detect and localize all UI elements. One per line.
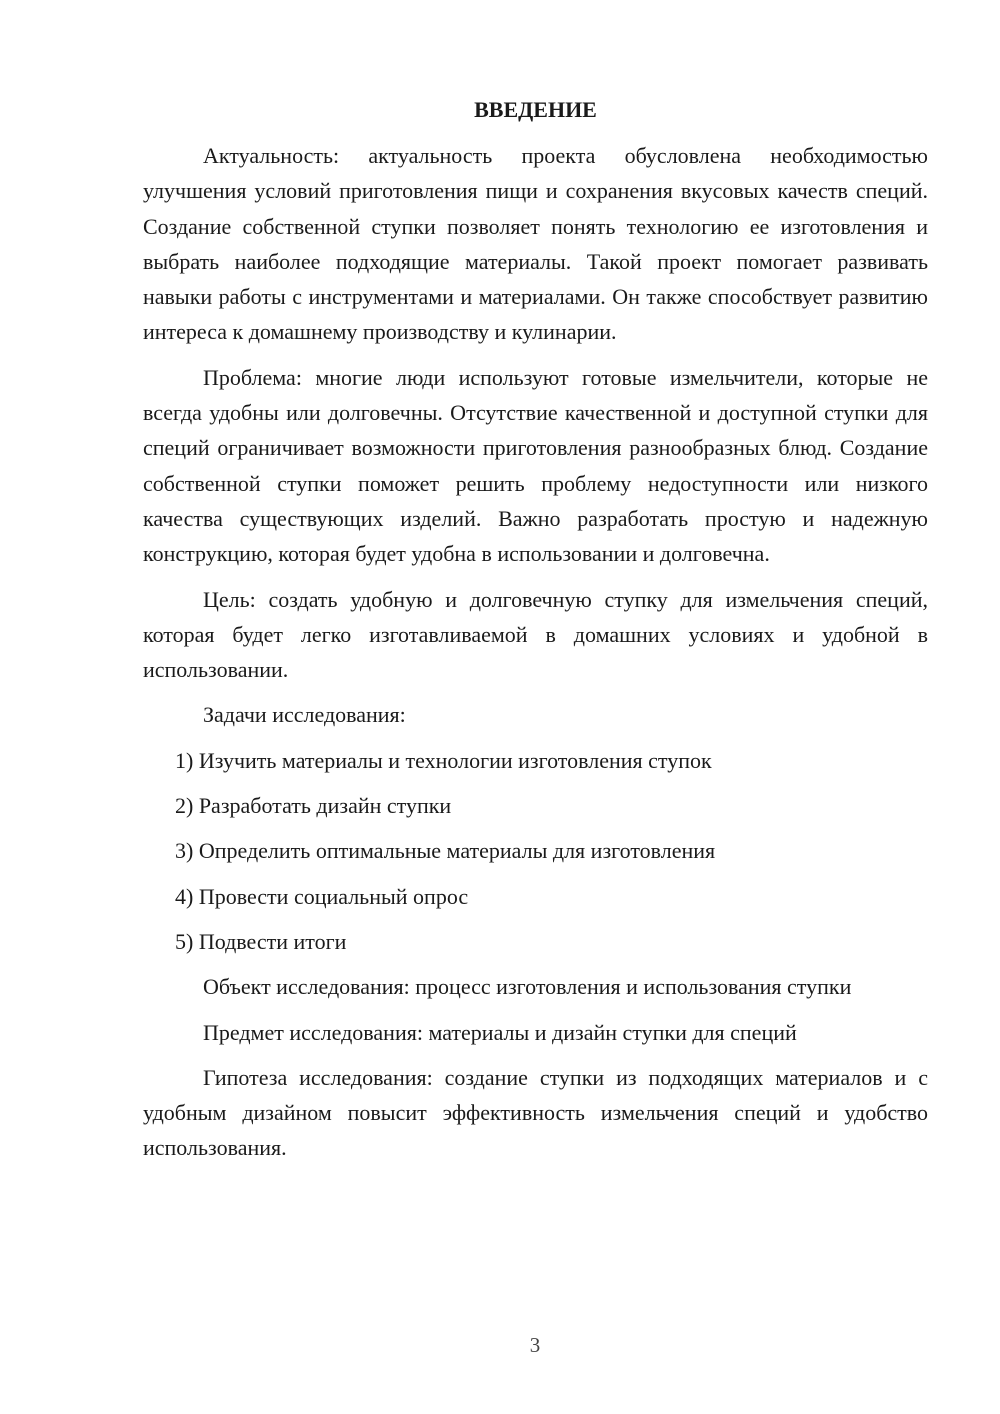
relevance-paragraph: Актуальность: актуальность проекта обусловлена необходимостью улучшения условий приготовления пищи и сохранения вкусовых качеств специй. Создание собственной ступки позволяет понять технологию ее изготовления и выбрать наиболее подходящие материалы. Такой проект помогает развивать навыки работы с инструментами и материалами. Он также способствует развитию интереса к домашнему производству и кулинарии. [143,143,928,345]
tasks-list [143,743,928,959]
object-paragraph: Объект исследования: процесс изготовления и использования ступки [203,974,852,1000]
goal-paragraph: Цель: создать удобную и долговечную ступку для измельчения специй, которая будет легко изготавливаемой в домашних условиях и удобной в использовании. [143,586,928,683]
subject-paragraph: Предмет исследования: материалы и дизайн ступки для специй [203,1019,797,1045]
list-item: 1) Изучить материалы и технологии изготовления ступок [175,747,712,773]
page-number: 3 [529,1333,541,1357]
list-item: 5) Подвести итоги [175,928,347,954]
list-item: 4) Провести социальный опрос [175,883,469,909]
page-content [143,92,928,1166]
list-item: 2) Разработать дизайн ступки [175,793,452,819]
list-item: 3) Определить оптимальные материалы для изготовления [175,838,716,864]
problem-paragraph: Проблема: многие люди используют готовые измельчители, которые не всегда удобны или долговечны. Отсутствие качественной и доступной ступки для специй ограничивает возможности приготовления разнообразных блюд. Создание собственной ступки поможет решить проблему недоступности или низкого качества существующих изделий. Важно разработать простую и надежную конструкцию, которая будет удобна в использовании и долговечна. [143,364,928,567]
hypothesis-paragraph: Гипотеза исследования: создание ступки из подходящих материалов и с удобным дизайном повысит эффективность измельчения специй и удобство использования. [143,1064,928,1161]
page-title: ВВЕДЕНИЕ [474,97,597,122]
tasks-title: Задачи исследования: [203,702,406,728]
